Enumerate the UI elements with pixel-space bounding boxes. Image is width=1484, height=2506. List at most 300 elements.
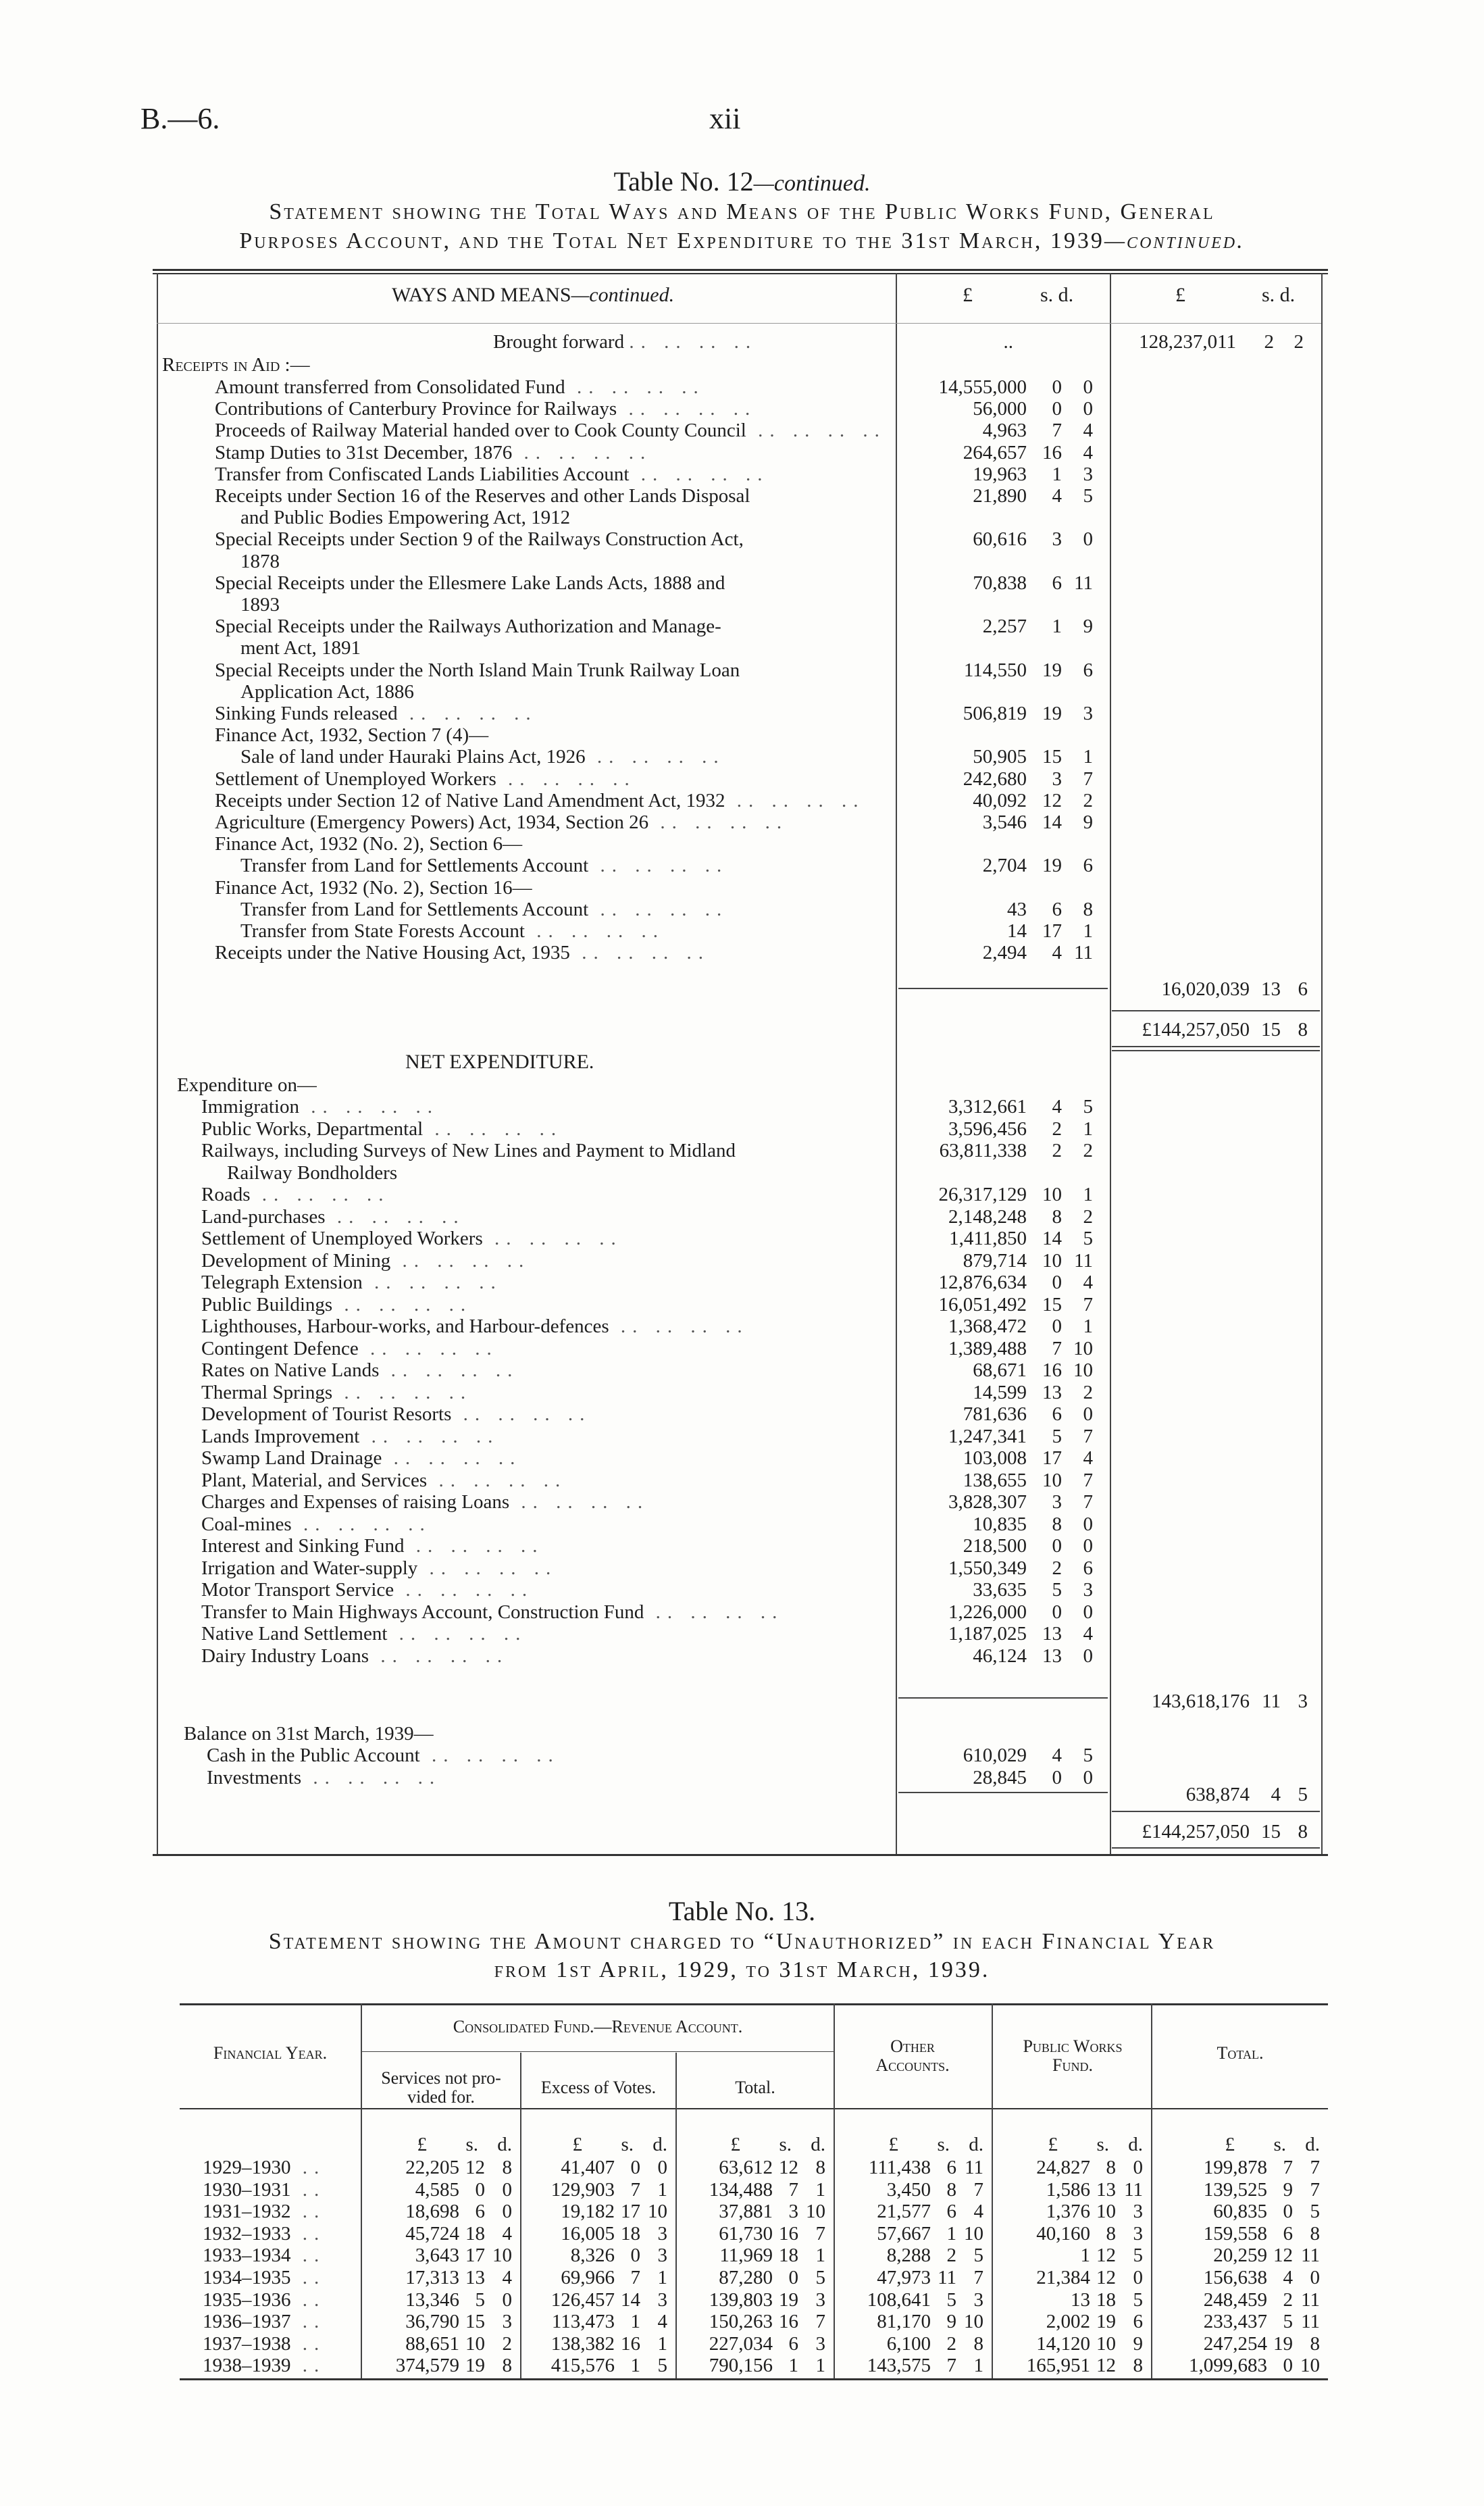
- grand-total-2-rule: [1112, 1847, 1320, 1849]
- t13-cell-pound: 3,643: [415, 2245, 459, 2267]
- t13-cell-pound: 69,966: [561, 2267, 615, 2288]
- expenditure-pound: 103,008: [963, 1447, 1027, 1469]
- receipt-label-cont: 1878: [240, 550, 280, 572]
- receipt-label: Special Receipts under the Ellesmere Lake Lands Acts, 1888 and: [215, 572, 725, 594]
- t13-row-year: 1930–1931 ..: [203, 2178, 326, 2201]
- t13-cell-pound: 138,382: [551, 2332, 615, 2355]
- t13-cell-pound: 159,558: [1203, 2222, 1267, 2245]
- t13-cell-d: 7: [815, 2311, 825, 2333]
- receipt-label: Settlement of Unemployed Workers .. .. .. ..: [215, 768, 636, 790]
- t13-cell-s: 6: [946, 2157, 956, 2178]
- t13-cell-s: 7: [946, 2355, 956, 2377]
- t13-cell-s: 8: [946, 2178, 956, 2201]
- expenditure-pound: 68,671: [973, 1359, 1027, 1381]
- t13-cell-s: 2: [946, 2332, 956, 2355]
- expenditure-label: Settlement of Unemployed Workers .. .. .. ..: [201, 1228, 623, 1249]
- t13-cell-d: 11: [1301, 2245, 1320, 2267]
- expenditure-label: Lighthouses, Harbour-works, and Harbour-defences .. .. .. ..: [201, 1315, 749, 1337]
- t13-cell-pound: 1: [1080, 2245, 1090, 2267]
- expenditure-d: 3: [1083, 1579, 1093, 1601]
- t13-unit-s: s.: [1096, 2134, 1109, 2155]
- receipt-d: 1: [1083, 920, 1093, 942]
- t13-cell-d: 0: [502, 2288, 512, 2311]
- receipt-s: 4: [1052, 485, 1062, 507]
- receipt-pound: 19,963: [973, 463, 1027, 485]
- balance-d: 5: [1083, 1745, 1093, 1766]
- t13-div-services: [520, 2053, 521, 2378]
- t13-cell-d: 3: [1133, 2201, 1143, 2223]
- receipt-pound: 43: [1007, 898, 1027, 920]
- t13-head-consolidated: Consolidated Fund.—Revenue Account.: [453, 2017, 743, 2036]
- receipt-d: 3: [1083, 463, 1093, 485]
- t13-cell-d: 6: [1133, 2311, 1143, 2333]
- expenditure-d: 0: [1083, 1535, 1093, 1557]
- expenditure-s: 0: [1052, 1272, 1062, 1293]
- t13-cell-pound: 20,259: [1213, 2245, 1267, 2267]
- page-number: xii: [709, 102, 741, 135]
- t13-cell-d: 1: [657, 2267, 667, 2288]
- expenditure-d: 0: [1083, 1403, 1093, 1425]
- t13-cell-pound: 248,459: [1203, 2288, 1267, 2311]
- expenditure-s: 0: [1052, 1601, 1062, 1623]
- t13-unit-pound: £: [572, 2134, 582, 2155]
- receipt-d: 6: [1083, 855, 1093, 877]
- balance-total-d: 5: [1298, 1784, 1308, 1805]
- expenditure-pound: 63,811,338: [939, 1140, 1027, 1161]
- t13-cell-s: 18: [779, 2245, 798, 2267]
- expenditure-pound: 14,599: [973, 1381, 1027, 1403]
- receipt-s: 1: [1052, 616, 1062, 638]
- t13-cell-d: 5: [815, 2267, 825, 2288]
- t13-cell-s: 12: [1096, 2267, 1116, 2288]
- expenditure-pound: 1,247,341: [948, 1425, 1027, 1447]
- t13-unit-pound: £: [417, 2134, 427, 2155]
- expenditure-s: 14: [1042, 1228, 1062, 1249]
- expenditure-s: 3: [1052, 1491, 1062, 1513]
- receipt-label: Amount transferred from Consolidated Fund .. .. .. ..: [215, 376, 705, 398]
- receipt-s: 19: [1042, 703, 1062, 724]
- receipt-s: 4: [1052, 942, 1062, 964]
- t13-cell-d: 8: [1310, 2332, 1320, 2355]
- t13-cell-pound: 139,803: [709, 2288, 773, 2311]
- receipt-d: 8: [1083, 898, 1093, 920]
- t13-cell-pound: 22,205: [405, 2157, 459, 2178]
- t13-div-excess: [675, 2053, 677, 2378]
- t13-unit-d: d.: [1305, 2134, 1320, 2155]
- expenditure-label: Land-purchases .. .. .. ..: [201, 1205, 465, 1228]
- t13-cell-d: 0: [502, 2178, 512, 2201]
- t13-consolidated-rule: [362, 2051, 834, 2052]
- expenditure-d: 5: [1083, 1228, 1093, 1249]
- balance-total-s: 4: [1271, 1784, 1281, 1805]
- expenditure-pound: 16,051,492: [938, 1293, 1027, 1315]
- expenditure-s: 15: [1042, 1293, 1062, 1315]
- t13-cell-d: 3: [657, 2222, 667, 2245]
- t13-cell-s: 5: [475, 2288, 485, 2311]
- expenditure-label: Public Buildings .. .. .. ..: [201, 1293, 473, 1315]
- t13-row-year: 1934–1935 ..: [203, 2267, 326, 2288]
- t13-cell-pound: 13: [1071, 2288, 1090, 2311]
- t13-cell-pound: 139,525: [1203, 2178, 1267, 2201]
- expenditure-pound: 781,636: [963, 1403, 1027, 1425]
- expenditure-label: Thermal Springs .. .. .. ..: [201, 1381, 473, 1403]
- receipt-s: 0: [1052, 398, 1062, 420]
- expenditure-pound: 1,389,488: [948, 1337, 1027, 1359]
- receipt-label: Special Receipts under the North Island Main Trunk Railway Loan: [215, 659, 740, 681]
- t13-cell-pound: 16,005: [561, 2222, 615, 2245]
- receipt-pound: 3,546: [982, 811, 1027, 833]
- t13-cell-s: 0: [475, 2178, 485, 2201]
- t13-cell-d: 5: [1133, 2288, 1143, 2311]
- expenditure-pound: 2,148,248: [948, 1205, 1027, 1228]
- receipt-s: 15: [1042, 746, 1062, 768]
- expenditure-label: Contingent Defence .. .. .. ..: [201, 1337, 498, 1359]
- t13-unit-d: d.: [969, 2134, 983, 2155]
- expenditure-pound: 33,635: [973, 1579, 1027, 1601]
- expenditure-pound: 3,596,456: [948, 1118, 1027, 1140]
- t13-cell-d: 1: [815, 2355, 825, 2377]
- t13-row-year: 1931–1932 ..: [203, 2201, 326, 2223]
- t13-cell-pound: 1,586: [1046, 2178, 1090, 2201]
- receipt-s: 6: [1052, 572, 1062, 594]
- expenditure-label: Plant, Material, and Services .. .. .. ..: [201, 1469, 567, 1491]
- col-pound-1: £: [963, 284, 973, 306]
- expenditure-pound: 1,411,850: [949, 1228, 1027, 1249]
- t13-cell-s: 9: [1283, 2178, 1293, 2201]
- expenditure-s: 8: [1052, 1513, 1062, 1535]
- t13-div-year: [361, 2003, 362, 2378]
- receipt-label: Receipts under Section 12 of Native Land Amendment Act, 1932 .. .. .. ..: [215, 789, 865, 811]
- t13-cell-pound: 108,641: [867, 2288, 931, 2311]
- expenditure-d: 5: [1083, 1096, 1093, 1118]
- t13-cell-d: 3: [1133, 2222, 1143, 2245]
- t13-row-year: 1929–1930 ..: [203, 2157, 326, 2178]
- t13-cell-d: 4: [502, 2267, 512, 2288]
- receipt-label: Contributions of Canterbury Province for Railways .. .. .. ..: [215, 398, 757, 420]
- receipt-s: 16: [1042, 441, 1062, 463]
- expenditure-pound: 46,124: [973, 1645, 1027, 1667]
- expenditure-pound: 879,714: [963, 1249, 1027, 1272]
- t13-unit-s: s.: [465, 2134, 478, 2155]
- receipt-s: 19: [1042, 855, 1062, 877]
- t13-cell-d: 0: [1133, 2157, 1143, 2178]
- t13-cell-d: 8: [502, 2355, 512, 2377]
- receipt-label: Finance Act, 1932, Section 7 (4)—: [215, 724, 489, 747]
- t13-cell-s: 0: [630, 2245, 640, 2267]
- expenditure-d: 7: [1083, 1425, 1093, 1447]
- t13-cell-s: 10: [1096, 2201, 1116, 2223]
- t13-cell-pound: 129,903: [551, 2178, 615, 2201]
- t13-cell-pound: 8,288: [886, 2245, 931, 2267]
- table13-bottom-rule: [180, 2378, 1328, 2380]
- t13-cell-s: 1: [630, 2311, 640, 2333]
- t13-cell-pound: 134,488: [709, 2178, 773, 2201]
- table13-top-rule: [180, 2003, 1328, 2005]
- expenditure-s: 5: [1052, 1425, 1062, 1447]
- t13-cell-s: 7: [788, 2178, 798, 2201]
- t13-cell-d: 7: [973, 2267, 983, 2288]
- receipt-pound: 2,704: [982, 855, 1027, 877]
- t13-cell-d: 8: [973, 2332, 983, 2355]
- grand-total-1-rule-2: [1112, 1050, 1320, 1051]
- receipt-label: Stamp Duties to 31st December, 1876 .. .. .. ..: [215, 441, 653, 463]
- t13-cell-pound: 61,730: [719, 2222, 773, 2245]
- expenditure-d: 6: [1083, 1557, 1093, 1579]
- t13-cell-d: 4: [502, 2222, 512, 2245]
- t13-cell-d: 0: [657, 2157, 667, 2178]
- t13-cell-s: 0: [630, 2157, 640, 2178]
- t13-unit-d: d.: [653, 2134, 667, 2155]
- balance-heading: Balance on 31st March, 1939—: [184, 1723, 434, 1745]
- expenditure-d: 0: [1083, 1645, 1093, 1667]
- t13-cell-s: 10: [465, 2332, 485, 2355]
- receipt-d: 9: [1083, 616, 1093, 638]
- t13-cell-s: 15: [465, 2311, 485, 2333]
- receipt-d: 11: [1074, 572, 1093, 594]
- expenditure-pound: 1,226,000: [948, 1601, 1027, 1623]
- t13-cell-s: 12: [779, 2157, 798, 2178]
- t13-cell-pound: 57,667: [877, 2222, 931, 2245]
- receipt-d: 4: [1083, 420, 1093, 442]
- expenditure-label: Irrigation and Water-supply .. .. .. ..: [201, 1557, 558, 1579]
- expenditure-s: 4: [1052, 1096, 1062, 1118]
- expenditure-pound: 12,876,634: [938, 1272, 1027, 1293]
- brought-forward-label: Brought forward .. .. .. ..: [493, 331, 758, 353]
- t13-div-consolidated: [834, 2003, 835, 2378]
- expenditure-s: 10: [1042, 1249, 1062, 1272]
- expenditure-d: 2: [1083, 1140, 1093, 1161]
- expenditure-d: 11: [1074, 1249, 1093, 1272]
- expenditure-total-d: 3: [1298, 1690, 1308, 1712]
- t13-cell-d: 10: [806, 2201, 825, 2223]
- t13-head-pwf: Public Works Fund.: [1023, 2036, 1123, 2075]
- t13-cell-pound: 3,450: [886, 2178, 931, 2201]
- col-pound-2: £: [1175, 284, 1185, 306]
- t13-head-year: Financial Year.: [213, 2043, 328, 2063]
- expenditure-label: Immigration .. .. .. ..: [201, 1096, 439, 1118]
- t13-cell-pound: 199,878: [1203, 2157, 1267, 2178]
- t13-cell-pound: 2,002: [1046, 2311, 1090, 2333]
- t13-cell-pound: 24,827: [1036, 2157, 1090, 2178]
- t13-cell-d: 10: [492, 2245, 512, 2267]
- t13-cell-pound: 790,156: [709, 2355, 773, 2377]
- t13-cell-pound: 143,575: [867, 2355, 931, 2377]
- t13-row-year: 1937–1938 ..: [203, 2332, 326, 2355]
- expenditure-s: 0: [1052, 1535, 1062, 1557]
- t13-cell-d: 4: [657, 2311, 667, 2333]
- receipt-s: 3: [1052, 768, 1062, 790]
- t13-cell-s: 12: [1096, 2245, 1116, 2267]
- expenditure-d: 2: [1083, 1205, 1093, 1228]
- t13-cell-s: 8: [1106, 2222, 1116, 2245]
- t13-cell-s: 5: [946, 2288, 956, 2311]
- expenditure-d: 10: [1073, 1359, 1093, 1381]
- expenditure-pound: 10,835: [973, 1513, 1027, 1535]
- t13-unit-s: s.: [937, 2134, 950, 2155]
- receipt-pound: 2,257: [982, 616, 1027, 638]
- t13-cell-s: 19: [1096, 2311, 1116, 2333]
- balance-pound: 28,845: [973, 1766, 1027, 1788]
- expenditure-s: 2: [1052, 1557, 1062, 1579]
- t13-unit-s: s.: [1273, 2134, 1286, 2155]
- t13-cell-d: 5: [973, 2245, 983, 2267]
- receipts-total-rule: [1112, 1010, 1320, 1011]
- expenditure-label: Swamp Land Drainage .. .. .. ..: [201, 1447, 522, 1469]
- t13-cell-pound: 40,160: [1036, 2222, 1090, 2245]
- expenditure-label: Coal-mines .. .. .. ..: [201, 1513, 432, 1535]
- receipt-label-cont: ment Act, 1891: [240, 637, 361, 659]
- t13-cell-pound: 415,576: [551, 2355, 615, 2377]
- expenditure-pound: 3,828,307: [948, 1491, 1027, 1513]
- t13-cell-pound: 21,577: [877, 2201, 931, 2223]
- expenditure-s: 16: [1042, 1359, 1062, 1381]
- t13-cell-s: 18: [465, 2222, 485, 2245]
- t13-cell-d: 11: [1301, 2311, 1320, 2333]
- grand-total-2-pound: £144,257,050: [1142, 1821, 1250, 1843]
- expenditure-label: Railways, including Surveys of New Lines and Payment to Midland: [201, 1140, 736, 1161]
- expenditure-s: 5: [1052, 1579, 1062, 1601]
- t13-cell-s: 1: [946, 2222, 956, 2245]
- expenditure-s: 17: [1042, 1447, 1062, 1469]
- receipt-s: 19: [1042, 659, 1062, 681]
- receipt-d: 6: [1083, 659, 1093, 681]
- receipt-label: Receipts under the Native Housing Act, 1935 .. .. .. ..: [215, 942, 710, 964]
- table12-subtitle: Statement showing the Total Ways and Means of the Public Works Fund, General: [269, 199, 1215, 224]
- balance-pound: 610,029: [963, 1745, 1027, 1766]
- expenditure-label: Interest and Sinking Fund .. .. .. ..: [201, 1535, 544, 1557]
- expenditure-label: Motor Transport Service .. .. .. ..: [201, 1579, 534, 1601]
- t13-unit-pound: £: [1048, 2134, 1058, 2155]
- t13-cell-s: 1: [630, 2355, 640, 2377]
- t13-cell-s: 16: [779, 2222, 798, 2245]
- t13-cell-d: 3: [657, 2288, 667, 2311]
- receipt-d: 5: [1083, 485, 1093, 507]
- expenditure-d: 1: [1083, 1118, 1093, 1140]
- receipt-label: Transfer from Confiscated Lands Liabilities Account .. .. .. ..: [215, 463, 769, 485]
- receipt-s: 12: [1042, 789, 1062, 811]
- receipt-d: 0: [1083, 528, 1093, 551]
- t13-unit-s: s.: [621, 2134, 634, 2155]
- t13-cell-pound: 6,100: [886, 2332, 931, 2355]
- t13-cell-d: 7: [815, 2222, 825, 2245]
- t13-row-year: 1935–1936 ..: [203, 2288, 326, 2311]
- receipt-label: Special Receipts under Section 9 of the Railways Construction Act,: [215, 528, 744, 551]
- grand-total-2-s: 15: [1261, 1821, 1281, 1843]
- t13-cell-pound: 165,951: [1026, 2355, 1090, 2377]
- receipt-label: Sinking Funds released .. .. .. ..: [215, 703, 538, 724]
- receipt-d: 2: [1083, 789, 1093, 811]
- t13-cell-d: 1: [973, 2355, 983, 2377]
- brought-forward-d: 2: [1294, 331, 1304, 353]
- page-reference: B.—6.: [140, 102, 220, 135]
- receipt-label: Receipts under Section 16 of the Reserves and other Lands Disposal: [215, 485, 750, 507]
- t13-cell-pound: 37,881: [719, 2201, 773, 2223]
- t13-cell-s: 18: [621, 2222, 640, 2245]
- table13-head-rule: [180, 2108, 1328, 2109]
- t13-cell-pound: 8,326: [570, 2245, 615, 2267]
- t13-cell-d: 11: [1301, 2288, 1320, 2311]
- t13-cell-s: 12: [465, 2157, 485, 2178]
- table12-right-border: [1321, 273, 1323, 1854]
- expenditure-total-pound: 143,618,176: [1152, 1690, 1250, 1712]
- t13-head-other: Other Accounts.: [875, 2036, 950, 2075]
- receipt-label: Special Receipts under the Railways Authorization and Manage-: [215, 616, 721, 638]
- expenditure-label: Telegraph Extension .. .. .. ..: [201, 1272, 503, 1293]
- t13-cell-s: 14: [621, 2288, 640, 2311]
- t13-cell-d: 0: [1310, 2267, 1320, 2288]
- t13-row-year: 1936–1937 ..: [203, 2311, 326, 2333]
- receipt-s: 3: [1052, 528, 1062, 551]
- t13-cell-pound: 150,263: [709, 2311, 773, 2333]
- receipt-pound: 56,000: [973, 398, 1027, 420]
- t13-cell-d: 7: [1310, 2178, 1320, 2201]
- receipt-pound: 14,555,000: [938, 376, 1027, 398]
- receipt-pound: 14: [1007, 920, 1027, 942]
- t13-cell-d: 11: [965, 2157, 983, 2178]
- receipt-d: 9: [1083, 811, 1093, 833]
- t13-cell-pound: 81,170: [877, 2311, 931, 2333]
- expenditure-label-cont: Railway Bondholders: [227, 1161, 398, 1184]
- expenditure-s: 2: [1052, 1140, 1062, 1161]
- t13-cell-d: 7: [1310, 2157, 1320, 2178]
- t13-cell-d: 1: [815, 2178, 825, 2201]
- table12-col-divider-1: [896, 273, 897, 1854]
- balance-label: Investments .. .. .. ..: [207, 1766, 442, 1788]
- t13-cell-s: 19: [1273, 2332, 1293, 2355]
- receipt-pound: 4,963: [982, 420, 1027, 442]
- expenditure-s: 7: [1052, 1337, 1062, 1359]
- receipts-total-d: 6: [1298, 978, 1308, 1000]
- t13-cell-d: 5: [1310, 2201, 1320, 2223]
- t13-cell-pound: 19,182: [561, 2201, 615, 2223]
- receipts-total-pound: 16,020,039: [1161, 978, 1250, 1000]
- t13-row-year: 1938–1939 ..: [203, 2355, 326, 2377]
- receipt-label-cont: Application Act, 1886: [240, 680, 414, 703]
- receipt-pound: 242,680: [963, 768, 1027, 790]
- t13-cell-s: 4: [1283, 2267, 1293, 2288]
- receipt-label: Transfer from Land for Settlements Account .. .. .. ..: [240, 898, 729, 920]
- t13-cell-pound: 18,698: [405, 2201, 459, 2223]
- table13-subtitle: Statement showing the Amount charged to “Unauthorized” in each Financial Year: [268, 1929, 1216, 1954]
- t13-unit-d: d.: [811, 2134, 825, 2155]
- receipt-label: Transfer from Land for Settlements Account .. .. .. ..: [240, 855, 729, 877]
- t13-cell-pound: 13,346: [405, 2288, 459, 2311]
- t13-div-other: [992, 2003, 993, 2378]
- t13-cell-s: 13: [1096, 2178, 1116, 2201]
- expenditure-d: 4: [1083, 1272, 1093, 1293]
- receipt-d: 0: [1083, 376, 1093, 398]
- receipt-pound: 114,550: [963, 659, 1027, 681]
- t13-cell-d: 8: [502, 2157, 512, 2178]
- expenditure-d: 7: [1083, 1293, 1093, 1315]
- receipt-s: 0: [1052, 376, 1062, 398]
- expenditure-label: Charges and Expenses of raising Loans .. .. .. ..: [201, 1491, 650, 1513]
- balance-label: Cash in the Public Account .. .. .. ..: [207, 1745, 560, 1766]
- t13-cell-s: 11: [938, 2267, 956, 2288]
- t13-cell-s: 19: [465, 2355, 485, 2377]
- t13-cell-pound: 88,651: [405, 2332, 459, 2355]
- receipt-pound: 21,890: [973, 485, 1027, 507]
- net-expenditure-heading: NET EXPENDITURE.: [405, 1051, 594, 1073]
- t13-cell-pound: 60,835: [1213, 2201, 1267, 2223]
- receipt-label: Transfer from State Forests Account .. .. .. ..: [240, 920, 665, 942]
- receipt-s: 6: [1052, 898, 1062, 920]
- t13-head-excess: Excess of Votes.: [540, 2078, 657, 2097]
- t13-cell-s: 6: [1283, 2222, 1293, 2245]
- expenditure-label: Native Land Settlement .. .. .. ..: [201, 1623, 528, 1645]
- table12-left-border: [157, 273, 158, 1854]
- receipt-pound: 40,092: [973, 789, 1027, 811]
